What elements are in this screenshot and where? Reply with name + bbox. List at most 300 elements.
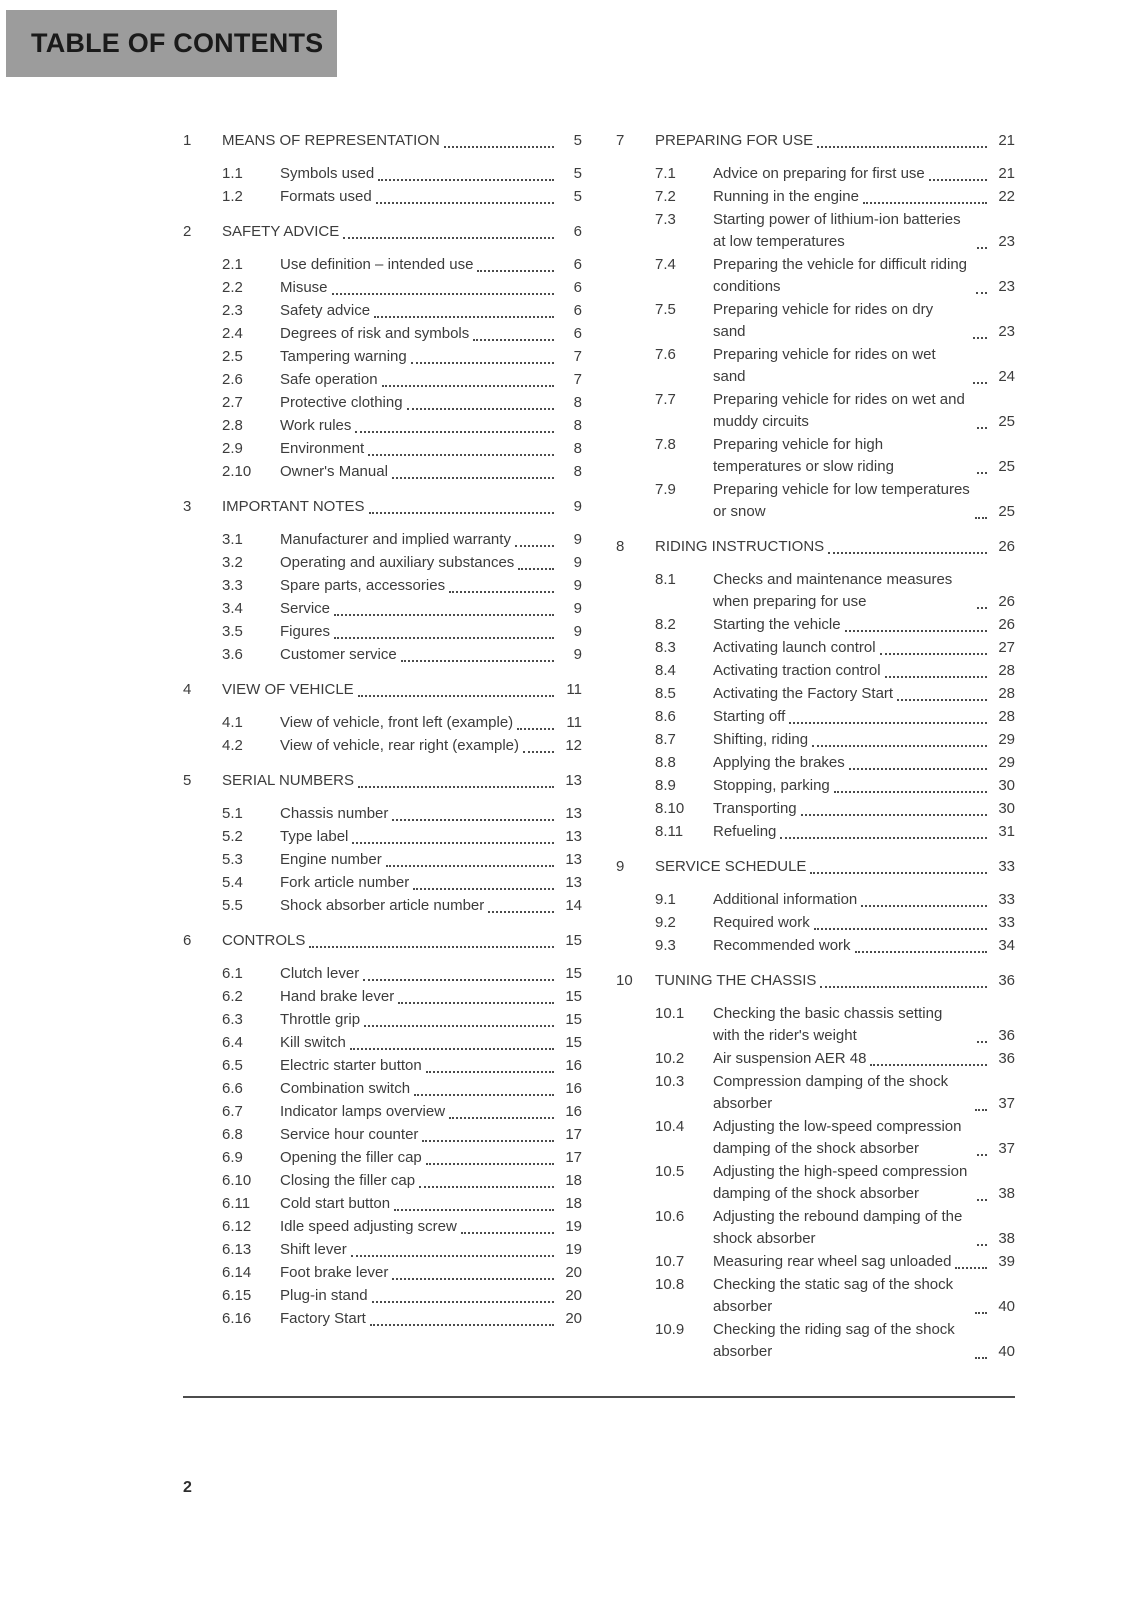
entry-title: Operating and auxiliary substances <box>280 554 515 571</box>
entry-number: 10.4 <box>655 1118 685 1135</box>
section-title: CONTROLS <box>222 932 306 949</box>
entry-number: 8.9 <box>655 777 676 794</box>
section-number: 5 <box>183 772 192 789</box>
dot-leader <box>477 270 554 272</box>
entry-number: 4.2 <box>222 737 243 754</box>
entry-number: 5.3 <box>222 851 243 868</box>
entry-page-number: 5 <box>573 188 582 205</box>
dot-leader <box>977 427 987 429</box>
entry-title: Required work <box>713 914 810 931</box>
dot-leader <box>392 1278 554 1280</box>
dot-leader <box>973 382 987 384</box>
toc-entry <box>183 1101 582 1123</box>
entry-page-number: 8 <box>573 463 582 480</box>
entry-page-number: 28 <box>998 662 1015 679</box>
toc-entry <box>183 872 582 894</box>
entry-page-number: 23 <box>998 233 1015 250</box>
entry-title: Spare parts, accessories <box>280 577 446 594</box>
entry-number: 7.1 <box>655 165 676 182</box>
entry-title: Measuring rear wheel sag unloaded <box>713 1253 952 1270</box>
dot-leader <box>449 591 554 593</box>
entry-number: 8.5 <box>655 685 676 702</box>
toc-entry <box>616 254 1015 298</box>
toc-entry <box>183 849 582 871</box>
entry-page-number: 25 <box>998 503 1015 520</box>
entry-title: Clutch lever <box>280 965 360 982</box>
dot-leader <box>976 292 987 294</box>
entry-title: Applying the brakes <box>713 754 845 771</box>
page-number: 2 <box>183 1479 192 1496</box>
entry-number: 9.2 <box>655 914 676 931</box>
dot-leader <box>885 676 987 678</box>
dot-leader <box>977 607 987 609</box>
toc-entry <box>183 163 582 185</box>
entry-title: Stopping, parking <box>713 777 830 794</box>
entry-number: 10.7 <box>655 1253 685 1270</box>
dot-leader <box>382 385 554 387</box>
entry-title: Preparing vehicle for high temperatures or slow riding <box>713 436 894 475</box>
entry-number: 3.6 <box>222 646 243 663</box>
entry-page-number: 33 <box>998 891 1015 908</box>
entry-page-number: 25 <box>998 413 1015 430</box>
entry-title: Throttle grip <box>280 1011 361 1028</box>
entry-page-number: 20 <box>565 1264 582 1281</box>
entry-number: 6.7 <box>222 1103 243 1120</box>
toc-entry <box>183 1216 582 1238</box>
entry-title: Manufacturer and implied warranty <box>280 531 511 548</box>
entry-title: Checking the riding sag of the shock absorber <box>713 1321 955 1360</box>
entry-title: Adjusting the low-speed compression damping of the shock absorber <box>713 1118 962 1157</box>
entry-page-number: 13 <box>565 805 582 822</box>
dot-leader <box>378 179 554 181</box>
dot-leader <box>975 1109 987 1111</box>
dot-leader <box>845 630 987 632</box>
toc-entry <box>616 889 1015 911</box>
entry-number: 2.8 <box>222 417 243 434</box>
dot-leader <box>358 786 554 788</box>
entry-number: 6.11 <box>222 1195 251 1212</box>
entry-page-number: 6 <box>573 325 582 342</box>
toc-entry <box>183 369 582 391</box>
entry-number: 10.5 <box>655 1163 685 1180</box>
entry-number: 9.3 <box>655 937 676 954</box>
toc-entry <box>183 392 582 414</box>
section-page-number: 6 <box>573 223 582 240</box>
toc-entry <box>616 1251 1015 1273</box>
entry-number: 7.3 <box>655 211 676 228</box>
entry-number: 2.3 <box>222 302 243 319</box>
entry-title: Opening the filler cap <box>280 1149 422 1166</box>
entry-title: Formats used <box>280 188 372 205</box>
toc-entry <box>183 735 582 757</box>
entry-page-number: 24 <box>998 368 1015 385</box>
toc-entry <box>616 775 1015 797</box>
toc-entry <box>183 575 582 597</box>
entry-number: 10.3 <box>655 1073 685 1090</box>
entry-number: 5.2 <box>222 828 243 845</box>
entry-number: 8.3 <box>655 639 676 656</box>
entry-title: Air suspension AER 48 <box>713 1050 867 1067</box>
dot-leader <box>398 1002 554 1004</box>
dot-leader <box>975 517 987 519</box>
entry-number: 10.9 <box>655 1321 685 1338</box>
dot-leader <box>386 865 554 867</box>
entry-number: 10.2 <box>655 1050 685 1067</box>
dot-leader <box>370 1324 554 1326</box>
entry-number: 10.1 <box>655 1005 685 1022</box>
toc-section <box>183 130 582 208</box>
dot-leader <box>880 653 987 655</box>
dot-leader <box>352 842 554 844</box>
entry-number: 8.8 <box>655 754 676 771</box>
toc-entry <box>183 1124 582 1146</box>
toc-entry <box>616 209 1015 253</box>
toc-entry <box>183 415 582 437</box>
section-entries <box>183 963 582 1330</box>
entry-title: Activating launch control <box>713 639 876 656</box>
entry-title: Hand brake lever <box>280 988 395 1005</box>
toc-section-heading <box>616 130 1015 152</box>
entry-number: 4.1 <box>222 714 243 731</box>
dot-leader <box>426 1071 554 1073</box>
entry-title: Compression damping of the shock absorber <box>713 1073 949 1112</box>
entry-number: 8.2 <box>655 616 676 633</box>
section-title: PREPARING FOR USE <box>655 132 814 149</box>
toc-entry <box>616 1206 1015 1250</box>
entry-title: Recommended work <box>713 937 851 954</box>
section-number: 8 <box>616 538 625 555</box>
section-number: 10 <box>616 972 633 989</box>
dot-leader <box>392 819 554 821</box>
entry-page-number: 15 <box>565 965 582 982</box>
entry-page-number: 9 <box>573 600 582 617</box>
dot-leader <box>334 614 554 616</box>
entry-page-number: 9 <box>573 577 582 594</box>
dot-leader <box>407 408 554 410</box>
entry-number: 6.13 <box>222 1241 252 1258</box>
entry-page-number: 17 <box>565 1126 582 1143</box>
dot-leader <box>801 814 987 816</box>
dot-leader <box>414 1094 554 1096</box>
dot-leader <box>332 293 554 295</box>
section-number: 4 <box>183 681 192 698</box>
section-page-number: 26 <box>998 538 1015 555</box>
toc-entry <box>616 1161 1015 1205</box>
entry-title: Additional information <box>713 891 858 908</box>
entry-title: Shifting, riding <box>713 731 809 748</box>
entry-title: Engine number <box>280 851 382 868</box>
entry-page-number: 7 <box>573 348 582 365</box>
toc-entry <box>616 706 1015 728</box>
entry-number: 2.7 <box>222 394 243 411</box>
section-entries <box>183 254 582 483</box>
toc-entry <box>616 821 1015 843</box>
toc-entry <box>616 1048 1015 1070</box>
section-title: RIDING INSTRUCTIONS <box>655 538 825 555</box>
toc-section <box>183 221 582 483</box>
dot-leader <box>929 179 987 181</box>
entry-page-number: 17 <box>565 1149 582 1166</box>
entry-number: 3.2 <box>222 554 243 571</box>
entry-number: 7.8 <box>655 436 676 453</box>
entry-title: Use definition – intended use <box>280 256 474 273</box>
dot-leader <box>973 337 987 339</box>
entry-title: Shift lever <box>280 1241 347 1258</box>
dot-leader <box>863 202 987 204</box>
toc-section-heading <box>183 930 582 952</box>
entry-page-number: 38 <box>998 1185 1015 1202</box>
entry-page-number: 28 <box>998 708 1015 725</box>
toc-entry <box>183 438 582 460</box>
entry-title: Starting power of lithium-ion batteries at low temperatures <box>713 211 961 250</box>
entry-title: Type label <box>280 828 349 845</box>
toc-section <box>616 856 1015 957</box>
dot-leader <box>334 637 554 639</box>
dot-leader <box>392 477 554 479</box>
entry-page-number: 30 <box>998 800 1015 817</box>
entry-page-number: 25 <box>998 458 1015 475</box>
entry-number: 7.2 <box>655 188 676 205</box>
entry-title: Running in the engine <box>713 188 859 205</box>
dot-leader <box>817 146 987 148</box>
dot-leader <box>374 316 554 318</box>
toc-entry <box>183 1009 582 1031</box>
dot-leader <box>780 837 987 839</box>
toc-section <box>183 679 582 757</box>
toc-entry <box>183 598 582 620</box>
entry-title: Environment <box>280 440 365 457</box>
section-entries <box>616 163 1015 523</box>
dot-leader <box>309 946 554 948</box>
entry-number: 7.4 <box>655 256 676 273</box>
dot-leader <box>355 431 554 433</box>
entry-title: Cold start button <box>280 1195 391 1212</box>
entry-page-number: 14 <box>565 897 582 914</box>
toc-entry <box>616 614 1015 636</box>
toc-section <box>183 930 582 1330</box>
dot-leader <box>812 745 987 747</box>
section-number: 1 <box>183 132 192 149</box>
entry-page-number: 20 <box>565 1310 582 1327</box>
section-title: SERIAL NUMBERS <box>222 772 354 789</box>
toc-section-heading <box>616 856 1015 878</box>
toc-entry <box>616 1319 1015 1363</box>
entry-number: 8.4 <box>655 662 676 679</box>
toc-entry <box>616 569 1015 613</box>
entry-title: Adjusting the high-speed compression damping of the shock absorber <box>713 1163 968 1202</box>
section-page-number: 11 <box>566 681 582 698</box>
dot-leader <box>461 1232 554 1234</box>
dot-leader <box>343 237 554 239</box>
dot-leader <box>814 928 987 930</box>
entry-number: 5.4 <box>222 874 243 891</box>
entry-number: 6.15 <box>222 1287 252 1304</box>
toc-section <box>183 496 582 666</box>
entry-title: Preparing vehicle for rides on wet sand <box>713 346 936 385</box>
entry-title: Owner's Manual <box>280 463 388 480</box>
entry-number: 7.7 <box>655 391 676 408</box>
section-page-number: 21 <box>998 132 1015 149</box>
toc-entry <box>183 1032 582 1054</box>
entry-title: Activating the Factory Start <box>713 685 894 702</box>
entry-number: 7.5 <box>655 301 676 318</box>
entry-title: Checks and maintenance measures when preparing for use <box>713 571 953 610</box>
entry-number: 6.9 <box>222 1149 243 1166</box>
dot-leader <box>419 1186 554 1188</box>
entry-number: 6.5 <box>222 1057 243 1074</box>
entry-title: Tampering warning <box>280 348 407 365</box>
toc-entry <box>183 712 582 734</box>
entry-title: Safe operation <box>280 371 378 388</box>
entry-title: Factory Start <box>280 1310 366 1327</box>
entry-page-number: 38 <box>998 1230 1015 1247</box>
toc-section-heading <box>616 536 1015 558</box>
page-title: TABLE OF CONTENTS <box>31 28 324 58</box>
dot-leader <box>351 1255 554 1257</box>
entry-number: 10.8 <box>655 1276 685 1293</box>
section-page-number: 13 <box>565 772 582 789</box>
dot-leader <box>834 791 987 793</box>
toc-entry <box>183 621 582 643</box>
section-entries <box>183 163 582 208</box>
entry-title: Misuse <box>280 279 328 296</box>
toc-entry <box>616 299 1015 343</box>
entry-page-number: 22 <box>998 188 1015 205</box>
dot-leader <box>350 1048 554 1050</box>
entry-page-number: 34 <box>998 937 1015 954</box>
entry-title: Combination switch <box>280 1080 411 1097</box>
toc-entry <box>183 1308 582 1330</box>
toc-section-heading <box>183 679 582 701</box>
entry-number: 2.1 <box>222 256 243 273</box>
entry-title: Work rules <box>280 417 352 434</box>
entry-page-number: 6 <box>573 302 582 319</box>
entry-number: 2.9 <box>222 440 243 457</box>
entry-title: Symbols used <box>280 165 375 182</box>
dot-leader <box>977 1199 987 1201</box>
dot-leader <box>523 751 554 753</box>
toc-entry <box>183 1078 582 1100</box>
entry-page-number: 23 <box>998 323 1015 340</box>
entry-page-number: 36 <box>998 1027 1015 1044</box>
entry-number: 8.1 <box>655 571 676 588</box>
entry-title: Preparing vehicle for low temperatures or snow <box>713 481 970 520</box>
toc-entry <box>616 683 1015 705</box>
entry-page-number: 36 <box>998 1050 1015 1067</box>
section-page-number: 33 <box>998 858 1015 875</box>
dot-leader <box>363 979 554 981</box>
entry-page-number: 11 <box>566 714 582 731</box>
toc-entry <box>183 895 582 917</box>
entry-number: 6.10 <box>222 1172 252 1189</box>
entry-page-number: 23 <box>998 278 1015 295</box>
entry-page-number: 33 <box>998 914 1015 931</box>
entry-title: Foot brake lever <box>280 1264 389 1281</box>
toc-entry <box>183 186 582 208</box>
entry-title: Shock absorber article number <box>280 897 485 914</box>
toc-entry <box>616 1003 1015 1047</box>
entry-title: Checking the static sag of the shock absorber <box>713 1276 954 1315</box>
toc-column-right <box>616 130 1015 1364</box>
entry-page-number: 15 <box>565 1011 582 1028</box>
section-entries <box>616 1003 1015 1363</box>
toc-entry <box>616 434 1015 478</box>
section-title: SAFETY ADVICE <box>222 223 340 240</box>
entry-page-number: 7 <box>573 371 582 388</box>
entry-page-number: 29 <box>998 754 1015 771</box>
entry-page-number: 13 <box>565 828 582 845</box>
dot-leader <box>849 768 987 770</box>
dot-leader <box>376 202 554 204</box>
entry-page-number: 15 <box>565 1034 582 1051</box>
dot-leader <box>426 1163 554 1165</box>
entry-title: Starting the vehicle <box>713 616 841 633</box>
footer-divider <box>183 1396 1015 1398</box>
entry-title: Electric starter button <box>280 1057 422 1074</box>
entry-number: 6.6 <box>222 1080 243 1097</box>
entry-page-number: 18 <box>565 1195 582 1212</box>
entry-title: Starting off <box>713 708 786 725</box>
entry-number: 3.1 <box>222 531 243 548</box>
entry-number: 5.1 <box>222 805 243 822</box>
entry-title: Figures <box>280 623 331 640</box>
section-entries <box>616 569 1015 843</box>
entry-number: 5.5 <box>222 897 243 914</box>
entry-page-number: 12 <box>565 737 582 754</box>
entry-page-number: 29 <box>998 731 1015 748</box>
toc-section <box>616 130 1015 523</box>
entry-number: 6.8 <box>222 1126 243 1143</box>
toc-entry <box>183 346 582 368</box>
toc-entry <box>183 552 582 574</box>
entry-title: Checking the basic chassis setting with the rider's weight <box>713 1005 943 1044</box>
entry-number: 1.2 <box>222 188 243 205</box>
entry-title: Protective clothing <box>280 394 403 411</box>
dot-leader <box>473 339 554 341</box>
toc-section-heading <box>183 770 582 792</box>
toc-section-heading <box>183 130 582 152</box>
table-of-contents <box>183 130 1015 1364</box>
entry-page-number: 8 <box>573 417 582 434</box>
entry-title: Advice on preparing for first use <box>713 165 925 182</box>
toc-entry <box>183 826 582 848</box>
toc-entry <box>183 963 582 985</box>
toc-entry <box>183 803 582 825</box>
toc-entry <box>183 1193 582 1215</box>
toc-entry <box>616 660 1015 682</box>
entry-page-number: 18 <box>565 1172 582 1189</box>
entry-number: 8.11 <box>655 823 684 840</box>
toc-entry <box>616 1071 1015 1115</box>
dot-leader <box>372 1301 554 1303</box>
toc-entry <box>183 1147 582 1169</box>
entry-page-number: 16 <box>565 1080 582 1097</box>
entry-page-number: 9 <box>573 646 582 663</box>
dot-leader <box>861 905 987 907</box>
entry-title: Plug-in stand <box>280 1287 368 1304</box>
toc-entry <box>183 529 582 551</box>
entry-number: 6.1 <box>222 965 243 982</box>
entry-page-number: 6 <box>573 256 582 273</box>
toc-entry <box>183 1262 582 1284</box>
entry-title: Preparing vehicle for rides on wet and muddy circuits <box>713 391 965 430</box>
entry-title: Activating traction control <box>713 662 881 679</box>
dot-leader <box>517 728 554 730</box>
entry-page-number: 26 <box>998 593 1015 610</box>
entry-page-number: 9 <box>573 623 582 640</box>
entry-page-number: 40 <box>998 1298 1015 1315</box>
dot-leader <box>411 362 554 364</box>
